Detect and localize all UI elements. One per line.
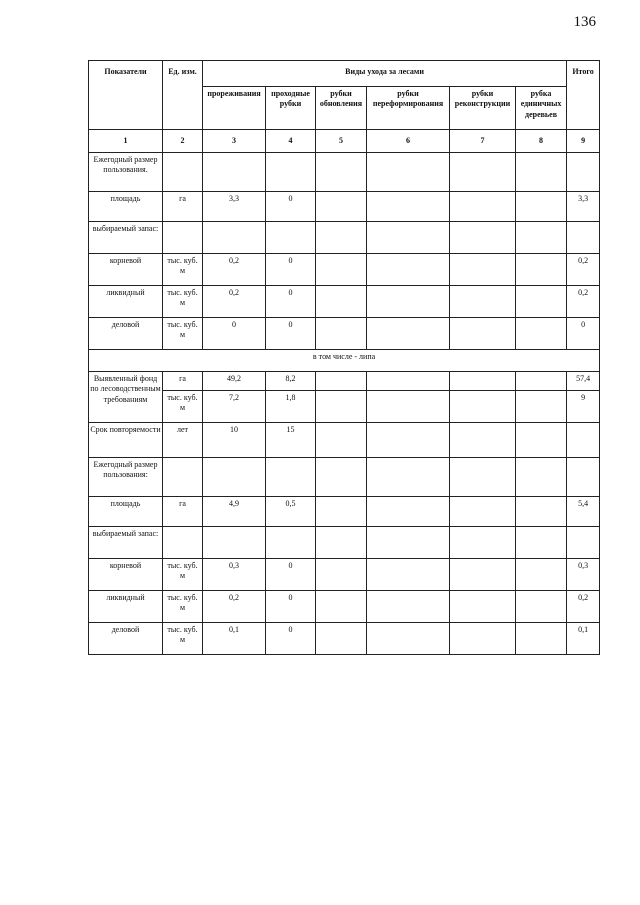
row-unit — [163, 222, 203, 254]
column-number: 8 — [516, 130, 567, 153]
row-unit: га — [163, 497, 203, 527]
row-unit — [163, 458, 203, 497]
row-label: деловой — [89, 623, 163, 655]
row-unit: тыс. куб. м — [163, 254, 203, 286]
cell-thinning: 3,3 — [203, 192, 266, 222]
cell-pass-cutting: 0 — [266, 591, 316, 623]
cell-pass-cutting — [266, 153, 316, 192]
page-number: 136 — [573, 14, 596, 30]
header-thinning: прореживания — [203, 87, 266, 130]
header-single-tree-cutting: рубка единичных деревьев — [516, 87, 567, 130]
cell-pass-cutting: 8,2 — [266, 372, 316, 391]
row-label: Срок повторяемости — [89, 423, 163, 458]
header-reconstruction-cutting: рубки реконструкции — [450, 87, 516, 130]
cell-total — [567, 458, 600, 497]
forest-care-table — [88, 60, 600, 655]
cell-pass-cutting: 0 — [266, 286, 316, 318]
cell-thinning: 4,9 — [203, 497, 266, 527]
cell-pass-cutting: 0 — [266, 559, 316, 591]
cell-pass-cutting: 0 — [266, 192, 316, 222]
table-row — [89, 372, 600, 391]
table-row — [89, 423, 600, 458]
row-unit: тыс. куб. м — [163, 591, 203, 623]
row-unit: тыс. куб. м — [163, 286, 203, 318]
cell-total: 0,1 — [567, 623, 600, 655]
table-row — [89, 527, 600, 559]
header-care-types: Виды ухода за лесами — [203, 61, 567, 87]
cell-thinning: 0,3 — [203, 559, 266, 591]
cell-total: 5,4 — [567, 497, 600, 527]
row-unit — [163, 527, 203, 559]
cell-pass-cutting — [266, 222, 316, 254]
table-row — [89, 591, 600, 623]
column-number: 5 — [316, 130, 367, 153]
cell-total — [567, 423, 600, 458]
cell-total: 0,2 — [567, 254, 600, 286]
table-row — [89, 391, 600, 423]
cell-total: 9 — [567, 391, 600, 423]
cell-total — [567, 527, 600, 559]
cell-total — [567, 153, 600, 192]
row-unit: га — [163, 192, 203, 222]
cell-pass-cutting — [266, 458, 316, 497]
row-label: выбираемый запас: — [89, 222, 163, 254]
row-unit — [163, 153, 203, 192]
header-indicator: Показатели — [89, 61, 163, 130]
cell-pass-cutting: 0 — [266, 623, 316, 655]
row-label: деловой — [89, 318, 163, 350]
row-unit: лет — [163, 423, 203, 458]
row-label: площадь — [89, 497, 163, 527]
section-note: в том числе - липа — [89, 350, 600, 372]
column-number: 7 — [450, 130, 516, 153]
header-unit: Ед. изм. — [163, 61, 203, 130]
row-label: ликвидный — [89, 286, 163, 318]
row-label: корневой — [89, 559, 163, 591]
row-unit: тыс. куб. м — [163, 391, 203, 423]
cell-pass-cutting: 0 — [266, 318, 316, 350]
row-label: выбираемый запас: — [89, 527, 163, 559]
table-row — [89, 458, 600, 497]
row-unit: тыс. куб. м — [163, 318, 203, 350]
row-label: ликвидный — [89, 591, 163, 623]
table-row — [89, 559, 600, 591]
row-unit: тыс. куб. м — [163, 623, 203, 655]
column-number: 6 — [367, 130, 450, 153]
cell-thinning: 7,2 — [203, 391, 266, 423]
header-renewal-cutting: рубки обновления — [316, 87, 367, 130]
cell-total: 3,3 — [567, 192, 600, 222]
cell-thinning — [203, 222, 266, 254]
row-label: Ежегодный размер пользования: — [89, 458, 163, 497]
column-number: 1 — [89, 130, 163, 153]
row-label: корневой — [89, 254, 163, 286]
column-number-row — [89, 130, 600, 153]
cell-total — [567, 222, 600, 254]
cell-thinning: 49,2 — [203, 372, 266, 391]
cell-pass-cutting: 1,8 — [266, 391, 316, 423]
cell-pass-cutting: 15 — [266, 423, 316, 458]
table-row — [89, 497, 600, 527]
column-number: 2 — [163, 130, 203, 153]
cell-total: 0 — [567, 318, 600, 350]
cell-pass-cutting — [266, 527, 316, 559]
table-row — [89, 222, 600, 254]
row-unit: тыс. куб. м — [163, 559, 203, 591]
header-reformation-cutting: рубки переформирования — [367, 87, 450, 130]
row-unit: га — [163, 372, 203, 391]
cell-thinning: 0 — [203, 318, 266, 350]
cell-pass-cutting: 0,5 — [266, 497, 316, 527]
cell-thinning: 0,2 — [203, 286, 266, 318]
cell-thinning — [203, 527, 266, 559]
cell-total: 57,4 — [567, 372, 600, 391]
row-label: площадь — [89, 192, 163, 222]
table-row — [89, 192, 600, 222]
cell-thinning: 0,2 — [203, 254, 266, 286]
column-number: 4 — [266, 130, 316, 153]
table-row — [89, 286, 600, 318]
cell-thinning: 0,1 — [203, 623, 266, 655]
table-row — [89, 318, 600, 350]
header-total: Итого — [567, 61, 600, 130]
header-pass-cutting: проходные рубки — [266, 87, 316, 130]
column-number: 3 — [203, 130, 266, 153]
table-row — [89, 254, 600, 286]
cell-thinning — [203, 458, 266, 497]
table-row — [89, 623, 600, 655]
cell-total: 0,2 — [567, 286, 600, 318]
cell-thinning: 0,2 — [203, 591, 266, 623]
row-label: Ежегодный размер пользования. — [89, 153, 163, 192]
table-row — [89, 153, 600, 192]
fund-label: Выявленный фонд по лесоводственным требованиям — [89, 372, 163, 423]
column-number: 9 — [567, 130, 600, 153]
cell-pass-cutting: 0 — [266, 254, 316, 286]
section-note-row — [89, 350, 600, 372]
cell-thinning — [203, 153, 266, 192]
cell-total: 0,2 — [567, 591, 600, 623]
cell-thinning: 10 — [203, 423, 266, 458]
cell-total: 0,3 — [567, 559, 600, 591]
